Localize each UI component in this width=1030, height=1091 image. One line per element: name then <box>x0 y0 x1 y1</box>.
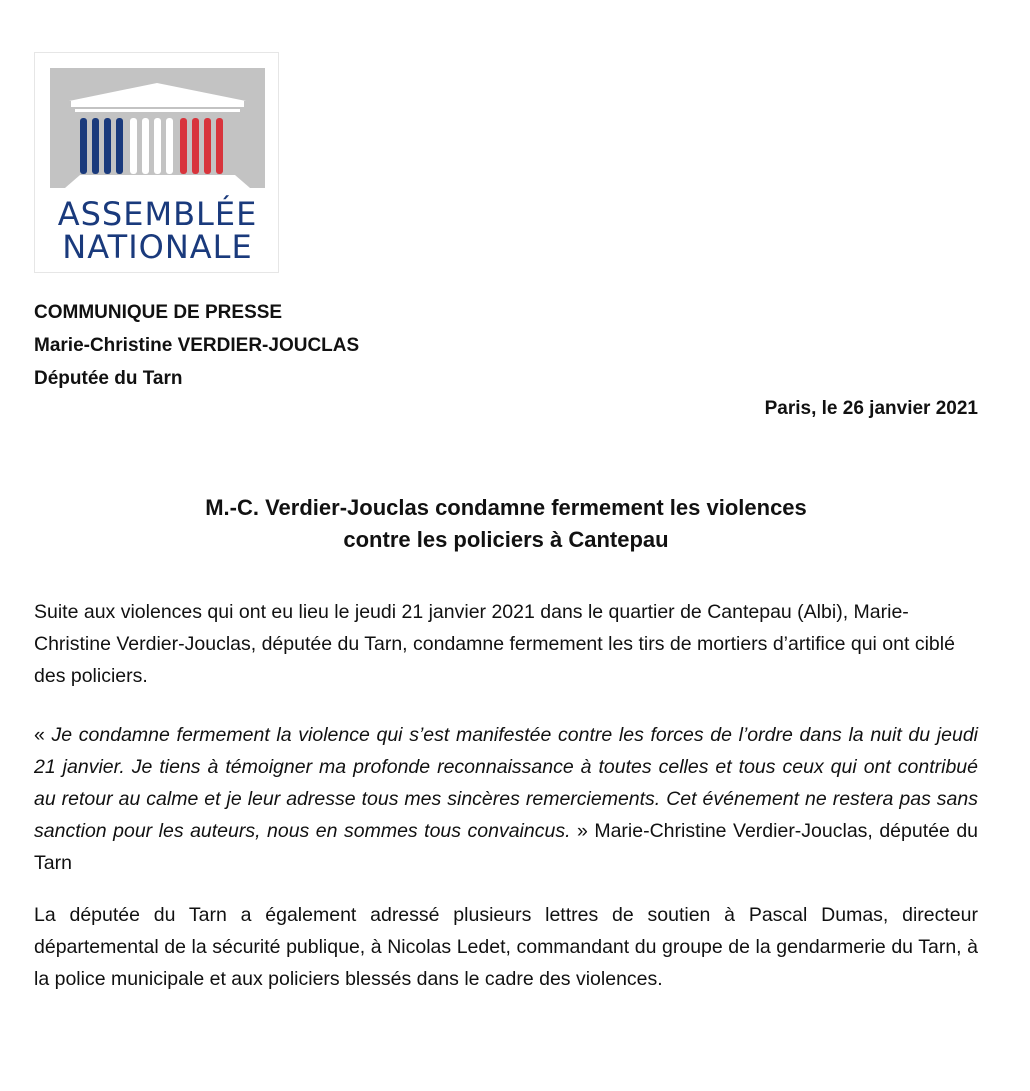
press-release-header <box>34 296 359 395</box>
quote-text: Je condamne fermement la violence qui s’est manifestée contre les forces de l’ordre dans la nuit du jeudi 21 janvier. Je tiens à témoigner ma profonde reconnaissance à toutes celles et tous ceux qui ont contribué au retour au calme et je leur adresse tous mes sincères remerciements. Cet événement ne restera pas sans sanction pour les auteurs, nous en sommes tous convaincus. <box>34 724 979 842</box>
title-line-2: contre les policiers à Cantepau <box>343 527 669 552</box>
header-label: COMMUNIQUE DE PRESSE <box>34 302 283 323</box>
logo-text-nationale: NATIONALE <box>62 228 253 266</box>
release-title <box>34 492 978 556</box>
release-date: Paris, le 26 janvier 2021 <box>764 398 978 419</box>
paragraph-intro: Suite aux violences qui ont eu lieu le jeudi 21 janvier 2021 dans le quartier de Cantepau (Albi), Marie-Christine Verdier-Jouclas, députée du Tarn, condamne fermement les tirs de mortiers d’artifice qui ont ciblé des policiers. <box>34 601 955 687</box>
paragraph-quote <box>34 719 978 879</box>
assemblee-nationale-logo <box>34 52 279 273</box>
header-author: Marie-Christine VERDIER-JOUCLAS <box>34 335 360 356</box>
paragraph-letters: La députée du Tarn a également adressé plusieurs lettres de soutien à Pascal Dumas, directeur départemental de la sécurité publique, à Nicolas Ledet, commandant du groupe de la gendarmerie du Tarn, à la police municipale et aux policiers blessés dans le cadre des violences. <box>34 904 978 990</box>
title-line-1: M.-C. Verdier-Jouclas condamne fermement les violences <box>205 495 807 520</box>
quote-open-mark: « <box>34 724 52 746</box>
quote-attribution: » Marie-Christine Verdier-Jouclas, députée du Tarn <box>34 820 979 874</box>
header-role: Députée du Tarn <box>34 368 183 389</box>
logo-text-assemblee: ASSEMBLÉE <box>57 195 258 233</box>
